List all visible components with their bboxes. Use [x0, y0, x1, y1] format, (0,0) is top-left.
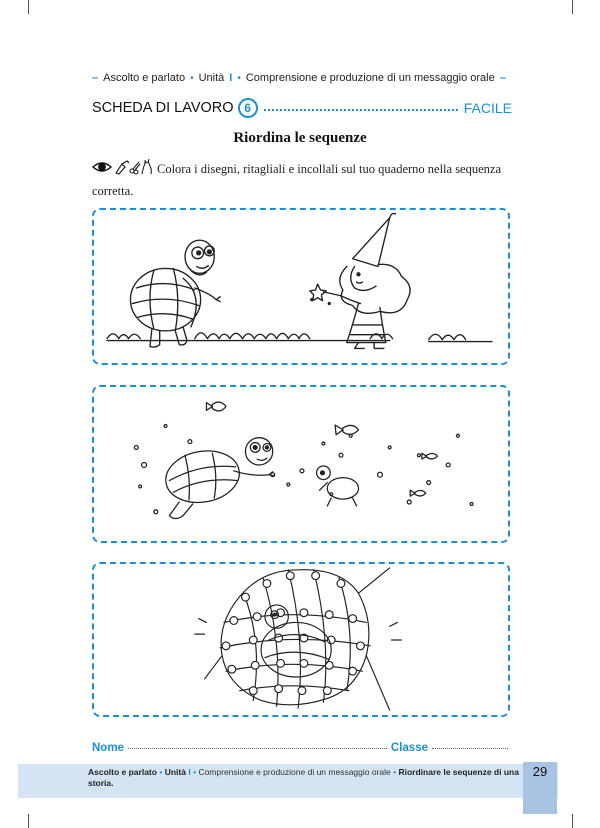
scissors-icon	[130, 162, 140, 174]
crop-mark	[572, 814, 573, 828]
footer-subject: Ascolto e parlato	[88, 767, 157, 777]
footer-text: Ascolto e parlato • Unità I • Comprensione e produzione di un messaggio orale • Riordinare le sequenze di una storia.	[88, 767, 519, 788]
footer-unit-word: Unità	[164, 767, 186, 777]
crop-mark	[28, 0, 29, 14]
header-unit-num: I	[229, 72, 233, 84]
glue-icon	[142, 159, 151, 174]
worksheet-number: 6	[238, 98, 258, 118]
footer-goal: Riordinare le sequenze di una storia.	[88, 767, 519, 788]
illustration-turtle-fairy	[94, 210, 508, 363]
worksheet-title-bar	[92, 98, 512, 118]
footer-unit-num: I	[188, 767, 191, 777]
footer-topic: Comprensione e produzione di un messaggio orale	[198, 767, 391, 777]
header-dash: –	[499, 72, 506, 84]
footer-band	[18, 764, 558, 798]
header-unit-word: Unità	[198, 72, 225, 84]
header-bullet: •	[190, 72, 194, 84]
class-label: Classe	[390, 742, 428, 754]
header-topic: Comprensione e produzione di un messaggio orale	[245, 72, 495, 84]
difficulty-level: FACILE	[463, 100, 512, 116]
illustration-turtle-net	[94, 564, 508, 715]
running-header	[92, 72, 512, 84]
instruction-text: Colora i disegni, ritagliali e incollali sul tuo quaderno nella sequenza corretta.	[92, 162, 502, 198]
hand-icon	[116, 161, 129, 174]
name-field[interactable]	[128, 748, 387, 749]
header-bullet: •	[237, 72, 241, 84]
crop-mark	[28, 814, 29, 828]
dotted-leader	[264, 109, 458, 111]
sequence-panel-3	[92, 562, 510, 717]
illustration-turtle-sea	[94, 387, 508, 541]
header-subject: Ascolto e parlato	[103, 72, 186, 84]
instruction	[92, 158, 512, 201]
name-class-line	[92, 742, 512, 754]
activity-title: Riordina le sequenze	[233, 130, 367, 146]
sequence-panel-2	[92, 385, 510, 543]
worksheet-label: SCHEDA DI LAVORO	[92, 100, 234, 116]
crop-mark	[572, 0, 573, 14]
page-number: 29	[523, 762, 557, 814]
eye-icon	[93, 163, 111, 171]
class-field[interactable]	[432, 748, 508, 749]
name-label: Nome	[92, 742, 124, 754]
instruction-icons	[92, 158, 154, 182]
sequence-panel-1	[92, 208, 510, 365]
header-dash: –	[92, 72, 99, 84]
